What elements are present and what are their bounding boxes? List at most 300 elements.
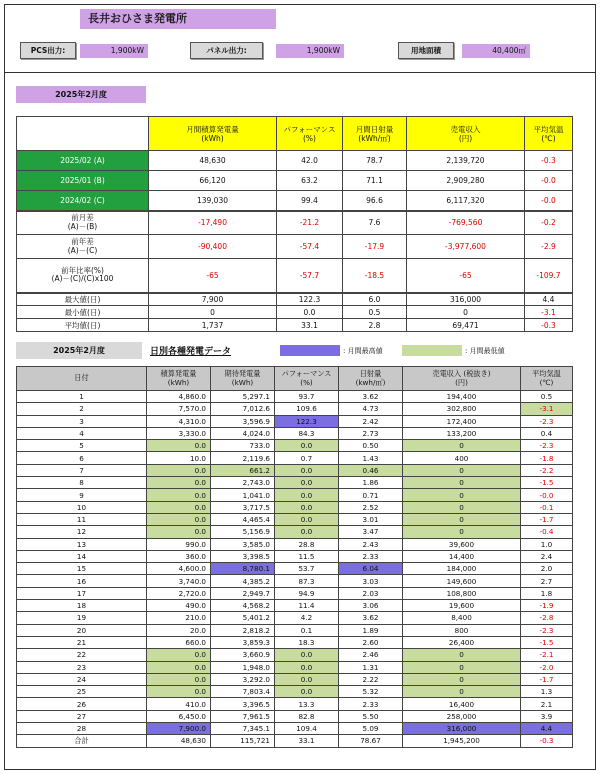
daily-cell: 94.9 [275, 587, 339, 599]
daily-cell: -1.8 [521, 452, 573, 464]
daily-col-header: 期待発電量 (kWh) [211, 367, 275, 391]
panel-output-value: 1,900kW [276, 44, 344, 58]
daily-cell: 84.3 [275, 427, 339, 439]
summary-cell: -0.0 [525, 191, 573, 211]
daily-cell: 2.60 [339, 636, 403, 648]
legend-min-text: : 月間最低値 [465, 347, 505, 355]
daily-cell: 109.6 [275, 403, 339, 415]
daily-cell: 2.73 [339, 427, 403, 439]
summary-col-header: 月間日射量 (kWh/㎡) [343, 117, 407, 151]
header-divider [4, 72, 596, 73]
daily-cell: 1,945,200 [403, 735, 521, 747]
summary-row [17, 235, 573, 259]
daily-cell: 78.67 [339, 735, 403, 747]
daily-cell: 4,465.4 [211, 513, 275, 525]
daily-cell: 3.06 [339, 600, 403, 612]
daily-row [17, 575, 573, 587]
summary-row-label: 最小値(日) [17, 306, 149, 319]
daily-cell: 8,780.1 [211, 563, 275, 575]
daily-cell: 0.46 [339, 464, 403, 476]
daily-cell: 11.5 [275, 550, 339, 562]
daily-date-cell: 8 [17, 477, 147, 489]
daily-cell: 316,000 [403, 723, 521, 735]
daily-cell: 13.3 [275, 698, 339, 710]
daily-cell: 3,596.9 [211, 415, 275, 427]
daily-cell: 2,119.6 [211, 452, 275, 464]
daily-date-cell: 2 [17, 403, 147, 415]
summary-col-header: パフォーマンス (%) [277, 117, 343, 151]
daily-date-cell: 19 [17, 612, 147, 624]
daily-cell: 7,961.5 [211, 710, 275, 722]
daily-cell: 2.1 [521, 698, 573, 710]
daily-period-label: 2025年2月度 [16, 342, 142, 359]
daily-cell: 4.2 [275, 612, 339, 624]
daily-cell: 19,600 [403, 600, 521, 612]
daily-cell: 1.8 [521, 587, 573, 599]
daily-date-cell: 24 [17, 673, 147, 685]
daily-cell: 3,398.5 [211, 550, 275, 562]
summary-cell: -57.7 [277, 259, 343, 293]
daily-cell: 3.01 [339, 513, 403, 525]
daily-cell: 4,310.0 [147, 415, 211, 427]
summary-row [17, 171, 573, 191]
daily-cell: 3,292.0 [211, 673, 275, 685]
daily-cell: 1.86 [339, 477, 403, 489]
summary-cell: 2,139,720 [407, 151, 525, 171]
daily-date-cell: 26 [17, 698, 147, 710]
summary-row-label: 2025/02 (A) [17, 151, 149, 171]
daily-cell: 661.2 [211, 464, 275, 476]
daily-cell: -3.1 [521, 403, 573, 415]
daily-cell: 3,859.3 [211, 636, 275, 648]
summary-cell: 99.4 [277, 191, 343, 211]
daily-total-row [17, 735, 573, 747]
daily-cell: 0.0 [275, 477, 339, 489]
daily-date-cell: 9 [17, 489, 147, 501]
daily-cell: 3.9 [521, 710, 573, 722]
daily-cell: 5.50 [339, 710, 403, 722]
page-title: 長井おひさま発電所 [80, 9, 276, 29]
daily-row [17, 526, 573, 538]
daily-cell: 5,401.2 [211, 612, 275, 624]
daily-cell: 0.0 [147, 464, 211, 476]
daily-cell: 3,740.0 [147, 575, 211, 587]
daily-cell: 2,818.2 [211, 624, 275, 636]
summary-cell: -17,490 [149, 211, 277, 235]
daily-cell: 14,400 [403, 550, 521, 562]
daily-cell: 0.0 [275, 661, 339, 673]
daily-cell: 0.0 [147, 649, 211, 661]
daily-cell: 109.4 [275, 723, 339, 735]
daily-col-header: 平均気温 (℃) [521, 367, 573, 391]
daily-col-header: 日射量 (kwh/㎡) [339, 367, 403, 391]
daily-cell: 0.0 [275, 489, 339, 501]
daily-date-cell: 17 [17, 587, 147, 599]
summary-cell: -2.9 [525, 235, 573, 259]
summary-col-header: 月間積算発電量 (kWh) [149, 117, 277, 151]
daily-row [17, 686, 573, 698]
daily-cell: 0 [403, 477, 521, 489]
daily-cell: 3,330.0 [147, 427, 211, 439]
daily-cell: 0 [403, 440, 521, 452]
daily-row [17, 513, 573, 525]
daily-row [17, 563, 573, 575]
daily-cell: 87.3 [275, 575, 339, 587]
daily-cell: 733.0 [211, 440, 275, 452]
daily-cell: 0 [403, 513, 521, 525]
summary-cell: -90,400 [149, 235, 277, 259]
daily-cell: 0.1 [275, 624, 339, 636]
summary-cell: 0 [149, 306, 277, 319]
daily-cell: 0.0 [275, 513, 339, 525]
summary-cell: 42.0 [277, 151, 343, 171]
daily-cell: 0.0 [147, 526, 211, 538]
daily-cell: 0.0 [275, 440, 339, 452]
daily-row [17, 710, 573, 722]
daily-row [17, 587, 573, 599]
summary-cell: -3.1 [525, 306, 573, 319]
daily-cell: 258,000 [403, 710, 521, 722]
daily-cell: 3,660.9 [211, 649, 275, 661]
daily-cell: 108,800 [403, 587, 521, 599]
daily-cell: 122.3 [275, 415, 339, 427]
summary-cell: -0.3 [525, 151, 573, 171]
daily-cell: -2.0 [521, 661, 573, 673]
daily-date-cell: 21 [17, 636, 147, 648]
summary-cell: 63.2 [277, 171, 343, 191]
daily-cell: 0.0 [275, 649, 339, 661]
daily-cell: 0.0 [275, 673, 339, 685]
daily-cell: 0.4 [521, 427, 573, 439]
daily-date-cell: 合計 [17, 735, 147, 747]
daily-cell: 3,585.0 [211, 538, 275, 550]
summary-cell: -18.5 [343, 259, 407, 293]
summary-cell: -0.3 [525, 319, 573, 332]
summary-cell: -57.4 [277, 235, 343, 259]
summary-cell: 0 [407, 306, 525, 319]
daily-cell: -1.5 [521, 636, 573, 648]
summary-cell: 0.5 [343, 306, 407, 319]
daily-cell: 800 [403, 624, 521, 636]
daily-cell: 0.0 [275, 501, 339, 513]
summary-cell: 2,909,280 [407, 171, 525, 191]
summary-cell: 66,120 [149, 171, 277, 191]
daily-cell: 4.73 [339, 403, 403, 415]
daily-cell: 660.0 [147, 636, 211, 648]
daily-date-cell: 16 [17, 575, 147, 587]
daily-date-cell: 25 [17, 686, 147, 698]
daily-cell: -1.9 [521, 600, 573, 612]
summary-cell: 122.3 [277, 293, 343, 306]
daily-cell: 115,721 [211, 735, 275, 747]
summary-cell: -65 [407, 259, 525, 293]
summary-row [17, 211, 573, 235]
summary-corner [17, 117, 149, 151]
summary-cell: 48,630 [149, 151, 277, 171]
summary-cell: -769,560 [407, 211, 525, 235]
daily-row [17, 600, 573, 612]
daily-cell: 360.0 [147, 550, 211, 562]
daily-cell: 4,600.0 [147, 563, 211, 575]
daily-cell: 4,860.0 [147, 391, 211, 403]
daily-row [17, 391, 573, 403]
summary-row-label: 前年差 (A)－(C) [17, 235, 149, 259]
daily-cell: 0 [403, 489, 521, 501]
daily-cell: 3,717.5 [211, 501, 275, 513]
summary-cell: 71.1 [343, 171, 407, 191]
summary-cell: -3,977,600 [407, 235, 525, 259]
daily-cell: 82.8 [275, 710, 339, 722]
daily-cell: 0.0 [147, 686, 211, 698]
daily-cell: 0.0 [147, 489, 211, 501]
summary-cell: 33.1 [277, 319, 343, 332]
daily-cell: 18.3 [275, 636, 339, 648]
daily-cell: 93.7 [275, 391, 339, 403]
daily-table [16, 366, 573, 748]
summary-row-label: 2025/01 (B) [17, 171, 149, 191]
daily-cell: 6.04 [339, 563, 403, 575]
summary-row [17, 293, 573, 306]
daily-cell: 48,630 [147, 735, 211, 747]
summary-cell: -21.2 [277, 211, 343, 235]
daily-date-cell: 28 [17, 723, 147, 735]
daily-cell: 0 [403, 464, 521, 476]
summary-row-label: 前月差 (A)－(B) [17, 211, 149, 235]
daily-date-cell: 13 [17, 538, 147, 550]
daily-date-cell: 14 [17, 550, 147, 562]
daily-date-cell: 23 [17, 661, 147, 673]
daily-cell: 5,156.9 [211, 526, 275, 538]
summary-cell: 6.0 [343, 293, 407, 306]
daily-cell: 2.22 [339, 673, 403, 685]
daily-cell: 3.62 [339, 612, 403, 624]
daily-cell: 490.0 [147, 600, 211, 612]
daily-row [17, 452, 573, 464]
daily-cell: 20.0 [147, 624, 211, 636]
daily-cell: 4,024.0 [211, 427, 275, 439]
daily-cell: 1.0 [521, 538, 573, 550]
summary-cell: -0.2 [525, 211, 573, 235]
daily-cell: 0 [403, 649, 521, 661]
daily-cell: 2.33 [339, 550, 403, 562]
daily-cell: 26,400 [403, 636, 521, 648]
daily-cell: 7,900.0 [147, 723, 211, 735]
daily-cell: 1.89 [339, 624, 403, 636]
daily-cell: 133,200 [403, 427, 521, 439]
daily-cell: -1.5 [521, 477, 573, 489]
summary-cell: -0.0 [525, 171, 573, 191]
land-area-label: 用地面積 [398, 42, 454, 59]
daily-cell: 2.52 [339, 501, 403, 513]
daily-cell: -0.0 [521, 489, 573, 501]
daily-cell: 3,396.5 [211, 698, 275, 710]
daily-cell: 4,385.2 [211, 575, 275, 587]
summary-row [17, 151, 573, 171]
daily-cell: 210.0 [147, 612, 211, 624]
legend-max-text: : 月間最高値 [343, 347, 383, 355]
daily-cell: 53.7 [275, 563, 339, 575]
summary-period-label: 2025年2月度 [16, 86, 146, 103]
daily-cell: 5.09 [339, 723, 403, 735]
daily-date-cell: 18 [17, 600, 147, 612]
daily-date-cell: 10 [17, 501, 147, 513]
daily-col-header: 積算発電量 (kWh) [147, 367, 211, 391]
daily-row [17, 477, 573, 489]
daily-cell: 2.42 [339, 415, 403, 427]
daily-row [17, 624, 573, 636]
daily-cell: 2.0 [521, 563, 573, 575]
panel-output-label: パネル出力: [190, 42, 263, 59]
daily-cell: 6,450.0 [147, 710, 211, 722]
daily-cell: 0 [403, 661, 521, 673]
summary-cell: -17.9 [343, 235, 407, 259]
daily-cell: 184,000 [403, 563, 521, 575]
daily-cell: -2.8 [521, 612, 573, 624]
daily-row [17, 723, 573, 735]
daily-cell: 0 [403, 686, 521, 698]
daily-row [17, 661, 573, 673]
daily-row [17, 612, 573, 624]
daily-cell: 1.43 [339, 452, 403, 464]
daily-cell: 0.0 [147, 501, 211, 513]
summary-row [17, 259, 573, 293]
daily-cell: 990.0 [147, 538, 211, 550]
summary-cell: 6,117,320 [407, 191, 525, 211]
daily-row [17, 538, 573, 550]
summary-row-label: 前年比率(%) (A)－(C)/(C)x100 [17, 259, 149, 293]
daily-cell: 0 [403, 673, 521, 685]
summary-row-label: 平均値(日) [17, 319, 149, 332]
daily-date-cell: 3 [17, 415, 147, 427]
summary-col-header: 売電収入 (円) [407, 117, 525, 151]
daily-row [17, 403, 573, 415]
daily-cell: 0.0 [147, 661, 211, 673]
daily-row [17, 427, 573, 439]
summary-row [17, 191, 573, 211]
summary-cell: 96.6 [343, 191, 407, 211]
daily-date-cell: 22 [17, 649, 147, 661]
daily-cell: -0.4 [521, 526, 573, 538]
summary-row [17, 306, 573, 319]
daily-cell: 7,570.0 [147, 403, 211, 415]
daily-cell: 2.43 [339, 538, 403, 550]
daily-date-cell: 12 [17, 526, 147, 538]
daily-cell: 3.03 [339, 575, 403, 587]
daily-cell: 2,949.7 [211, 587, 275, 599]
daily-cell: 7,803.4 [211, 686, 275, 698]
daily-cell: 2.46 [339, 649, 403, 661]
summary-cell: 2.8 [343, 319, 407, 332]
daily-row [17, 636, 573, 648]
daily-cell: 7,345.1 [211, 723, 275, 735]
daily-date-cell: 6 [17, 452, 147, 464]
daily-row [17, 440, 573, 452]
daily-cell: 2,720.0 [147, 587, 211, 599]
daily-cell: 2,743.0 [211, 477, 275, 489]
daily-cell: 0.0 [275, 686, 339, 698]
daily-date-cell: 11 [17, 513, 147, 525]
summary-cell: 4.4 [525, 293, 573, 306]
daily-section-title: 日別各種発電データ [150, 347, 232, 357]
daily-cell: 3.47 [339, 526, 403, 538]
summary-cell: -65 [149, 259, 277, 293]
daily-cell: 1.3 [521, 686, 573, 698]
daily-cell: 16,400 [403, 698, 521, 710]
legend-max-swatch [280, 345, 340, 356]
daily-date-cell: 5 [17, 440, 147, 452]
daily-date-cell: 20 [17, 624, 147, 636]
summary-cell: -109.7 [525, 259, 573, 293]
daily-cell: 8,400 [403, 612, 521, 624]
daily-cell: 0.0 [147, 477, 211, 489]
daily-date-cell: 15 [17, 563, 147, 575]
daily-cell: 2.7 [521, 575, 573, 587]
daily-row [17, 489, 573, 501]
daily-cell: 194,400 [403, 391, 521, 403]
daily-cell: 0.0 [147, 673, 211, 685]
daily-cell: 4.4 [521, 723, 573, 735]
summary-cell: 7,900 [149, 293, 277, 306]
daily-cell: 302,800 [403, 403, 521, 415]
daily-row [17, 550, 573, 562]
daily-cell: 410.0 [147, 698, 211, 710]
daily-row [17, 415, 573, 427]
daily-col-header: 売電収入 (税抜き) (円) [403, 367, 521, 391]
summary-row-label: 2024/02 (C) [17, 191, 149, 211]
daily-row [17, 673, 573, 685]
daily-cell: 0.7 [275, 452, 339, 464]
daily-cell: 0 [403, 526, 521, 538]
daily-cell: 400 [403, 452, 521, 464]
daily-cell: -2.3 [521, 440, 573, 452]
daily-cell: 1,948.0 [211, 661, 275, 673]
daily-cell: 4,568.2 [211, 600, 275, 612]
daily-cell: 10.0 [147, 452, 211, 464]
daily-col-header: パフォーマンス (%) [275, 367, 339, 391]
land-area-value: 40,400㎡ [462, 44, 530, 58]
daily-cell: 0.50 [339, 440, 403, 452]
daily-row [17, 464, 573, 476]
daily-cell: 149,600 [403, 575, 521, 587]
daily-cell: 7,012.6 [211, 403, 275, 415]
daily-cell: -2.2 [521, 464, 573, 476]
summary-cell: 7.6 [343, 211, 407, 235]
summary-cell: 139,030 [149, 191, 277, 211]
daily-cell: 5.32 [339, 686, 403, 698]
summary-row-label: 最大値(日) [17, 293, 149, 306]
daily-cell: 0.0 [275, 464, 339, 476]
daily-cell: -2.3 [521, 624, 573, 636]
daily-cell: 33.1 [275, 735, 339, 747]
daily-cell: 2.03 [339, 587, 403, 599]
daily-cell: 0.0 [275, 526, 339, 538]
daily-date-cell: 7 [17, 464, 147, 476]
daily-cell: 0 [403, 501, 521, 513]
summary-cell: 0.0 [277, 306, 343, 319]
summary-cell: 1,737 [149, 319, 277, 332]
summary-cell: 316,000 [407, 293, 525, 306]
daily-cell: 1.31 [339, 661, 403, 673]
summary-col-header: 平均気温 (℃) [525, 117, 573, 151]
daily-cell: 11.4 [275, 600, 339, 612]
summary-cell: 69,471 [407, 319, 525, 332]
pcs-output-label: PCS出力: [20, 42, 76, 59]
daily-cell: -1.7 [521, 513, 573, 525]
legend-min-swatch [402, 345, 462, 356]
daily-cell: 0.5 [521, 391, 573, 403]
daily-row [17, 649, 573, 661]
summary-cell: 78.7 [343, 151, 407, 171]
